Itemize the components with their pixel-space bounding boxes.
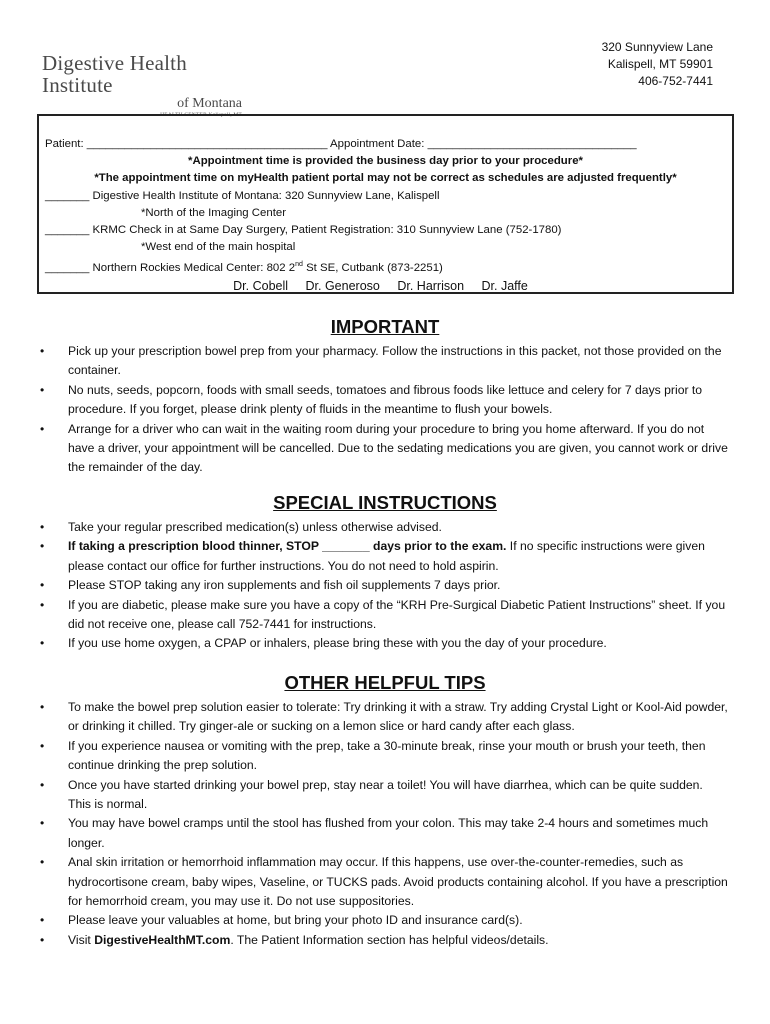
institute-logo	[42, 52, 252, 119]
blood-thinner-detail: If no specific instructions were given please contact our office for further instructions. You do not need to hold aspirin.	[68, 539, 705, 573]
logo-line-2: of Montana	[177, 96, 242, 111]
special-instructions-heading: SPECIAL INSTRUCTIONS	[273, 492, 497, 513]
list-item: • If you experience nausea or vomiting with the prep, take a 30-minute break, rinse your mouth or brush your teeth, then continue drinking the prep solution.	[38, 737, 728, 776]
appointment-note-2: *The appointment time on myHealth patient portal may not be correct as schedules are adjusted frequently*	[94, 172, 677, 185]
doctor-list	[45, 277, 732, 295]
list-item: • If you are diabetic, please make sure you have a copy of the “KRH Pre-Surgical Diabetic Patient Instructions” sheet. If you did not receive one, please call 752-7441 for instructions.	[38, 596, 728, 635]
visit-prefix: Visit	[68, 932, 95, 947]
doctor-name: Dr. Generoso	[305, 279, 380, 294]
doctor-name: Dr. Jaffe	[481, 279, 528, 294]
location-3	[45, 256, 732, 277]
list-item: • Once you have started drinking your bowel prep, stay near a toilet! You will have diarrhea, which can be quite sudden. This is normal.	[38, 776, 728, 815]
appointment-note-1: *Appointment time is provided the business day prior to your procedure*	[188, 155, 583, 168]
important-heading: IMPORTANT	[330, 316, 440, 337]
helpful-tips-list	[38, 698, 728, 950]
important-list	[38, 342, 728, 478]
list-item	[38, 931, 728, 950]
list-item: • To make the bowel prep solution easier to tolerate: Try drinking it with a straw. Try adding Crystal Light or Kool-Aid powder, or drinking it chilled. Try ginger-ale or sucking on a lemon slice or hard candy after each glass.	[38, 698, 728, 737]
list-item: • Please leave your valuables at home, but bring your photo ID and insurance card(s).	[38, 911, 728, 930]
special-instructions-list	[38, 518, 728, 654]
appointment-box	[37, 114, 734, 294]
list-item: • Pick up your prescription bowel prep from your pharmacy. Follow the instructions in this packet, not those provided on the container.	[38, 342, 728, 381]
list-item: • Please STOP taking any iron supplements and fish oil supplements 7 days prior.	[38, 576, 728, 595]
website-link[interactable]: DigestiveHealthMT.com	[94, 932, 231, 947]
list-item: • Anal skin irritation or hemorrhoid inflammation may occur. If this happens, use over-the-counter-remedies, such as hydrocortisone cream, baby wipes, Vaseline, or TUCKS pads. Avoid products containing alcohol. If you have a prescription for hemorrhoid cream, you may use it. Do not use suppositories.	[38, 853, 728, 911]
list-item	[38, 537, 728, 576]
address-city: Kalispell, MT 59901	[607, 57, 713, 71]
office-address	[602, 39, 713, 90]
doctor-name: Dr. Harrison	[397, 279, 465, 294]
location-3-sup: nd	[295, 261, 303, 269]
address-phone: 406-752-7441	[638, 74, 713, 88]
address-street: 320 Sunnyview Lane	[601, 40, 713, 54]
blood-thinner-warning: If taking a prescription blood thinner, STOP _______ days prior to the exam.	[68, 539, 507, 554]
patient-appointment-line: Patient: ______________________________________ Appointment Date: _________________________________	[45, 138, 637, 150]
list-item: • Arrange for a driver who can wait in the waiting room during your procedure to bring you home afterward. If you do not have a driver, your appointment will be cancelled. Due to the sedating medications you are given, you cannot work or drive the remainder of the day.	[38, 420, 728, 478]
location-1: _______ Digestive Health Institute of Montana: 320 Sunnyview Lane, Kalispell	[45, 189, 440, 202]
location-2-note: *West end of the main hospital	[141, 241, 296, 254]
doctor-name: Dr. Cobell	[233, 279, 289, 294]
visit-suffix: . The Patient Information section has helpful videos/details.	[230, 932, 549, 947]
list-item: • You may have bowel cramps until the stool has flushed from your colon. This may take 2-4 hours and sometimes much longer.	[38, 814, 728, 853]
list-item: • Take your regular prescribed medication(s) unless otherwise advised.	[38, 518, 728, 537]
list-item: • If you use home oxygen, a CPAP or inhalers, please bring these with you the day of your procedure.	[38, 634, 728, 653]
logo-line-3: HEALTH CENTER Kalispell, MT	[160, 112, 242, 118]
location-2: _______ KRMC Check in at Same Day Surgery, Patient Registration: 310 Sunnyview Lane (752-1780)	[45, 224, 562, 237]
list-item: • No nuts, seeds, popcorn, foods with small seeds, tomatoes and fibrous foods like lettuce and celery for 7 days prior to procedure. If you forget, please drink plenty of fluids in the meantime to flush your bowels.	[38, 381, 728, 420]
logo-line-1: Digestive Health Institute	[42, 51, 187, 97]
helpful-tips-heading: OTHER HELPFUL TIPS	[284, 672, 486, 693]
location-3-prefix: _______ Northern Rockies Medical Center: 802 2	[45, 262, 296, 275]
location-3-suffix: St SE, Cutbank (873-2251)	[302, 262, 443, 275]
location-1-note: *North of the Imaging Center	[141, 206, 286, 219]
